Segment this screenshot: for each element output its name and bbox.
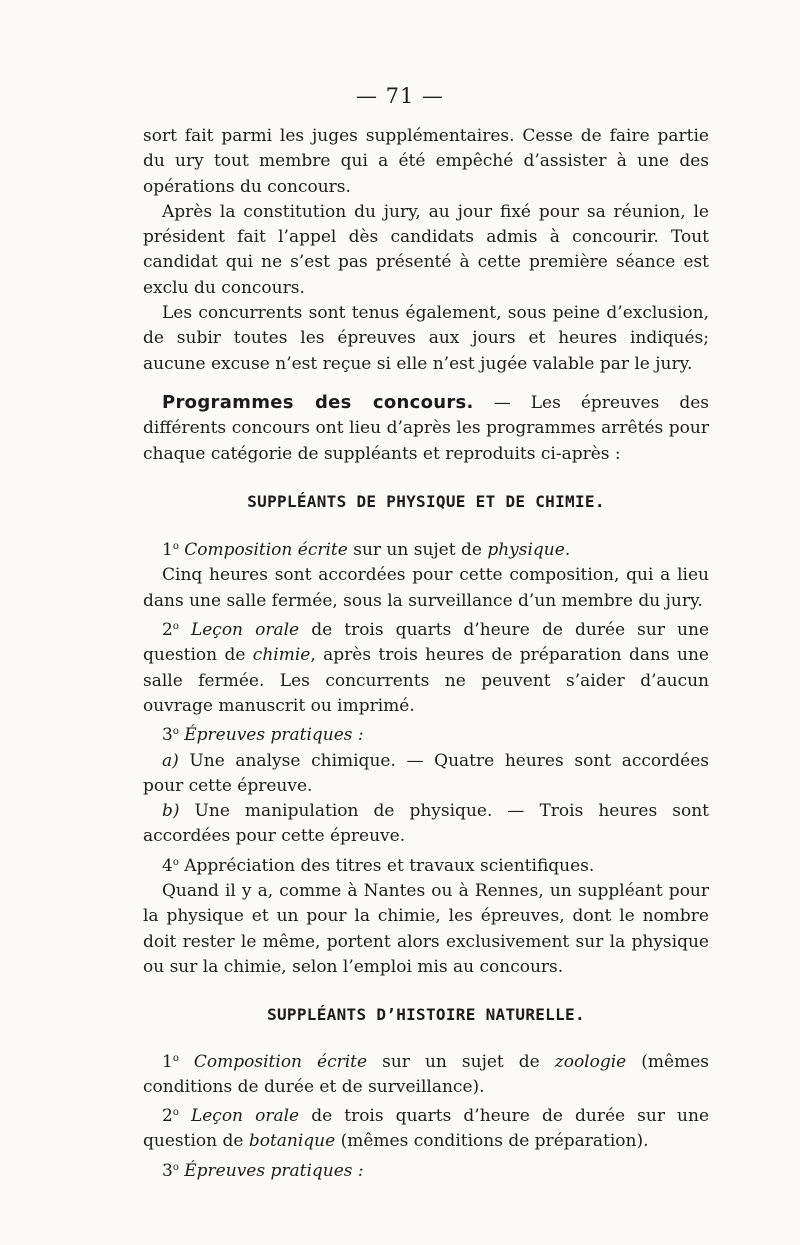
paragraph: Quand il y a, comme à Nantes ou à Rennes, un suppléant pour la physique et un pour la chimie, les épreuves, dont le nombre doit rester le même, portent alors exclusivement sur la physique ou sur la chimie, selon l’emploi mis au concours. — [143, 881, 709, 977]
list-item: 3$^o$ Épreuves pratiques : — [162, 725, 364, 746]
body-text — [143, 124, 709, 1184]
list-item: 1$^o$ Composition écrite sur un sujet de zoologie (mêmes conditions de durée et de surveillance). — [143, 1051, 709, 1097]
programmes-paragraph — [143, 390, 709, 467]
paragraph: sort fait parmi les juges supplémentaires. Cesse de faire partie du ury tout membre qui a été empêché d’assister à une des opérations du concours. — [143, 126, 709, 197]
paragraph: Cinq heures sont accordées pour cette composition, qui a lieu dans une salle fermée, sous la surveillance d’un membre du jury. — [143, 565, 709, 611]
paragraph: Après la constitution du jury, au jour fixé pour sa réunion, le président fait l’appel dès candidats admis à concourir. Tout candidat qui ne s’est pas présenté à cette première séance est exclu du concours. — [143, 201, 709, 298]
item-label: Épreuves pratiques : — [184, 725, 364, 746]
list-item: a) Une analyse chimique. — Quatre heures sont accordées pour cette épreuve. — [143, 750, 709, 796]
list-item: b) Une manipulation de physique. — Trois heures sont accordées pour cette épreuve. — [143, 801, 709, 847]
list-item: 3$^o$ Épreuves pratiques : — [162, 1160, 364, 1181]
section-title-histoire-naturelle: SUPPLÉANTS D’HISTOIRE NATURELLE. — [267, 1005, 585, 1025]
item-label: Composition écrite — [193, 1051, 368, 1072]
item-label: Leçon orale — [190, 620, 300, 641]
item-label: Leçon orale — [190, 1106, 300, 1127]
list-item: 4$^o$ Appréciation des titres et travaux scientifiques. — [162, 855, 595, 876]
list-item: 1$^o$ Composition écrite sur un sujet de physique. — [162, 540, 571, 561]
section-title-physique-chimie: SUPPLÉANTS DE PHYSIQUE ET DE CHIMIE. — [247, 491, 605, 511]
programmes-heading: Programmes des concours. — [162, 391, 474, 413]
paragraph: Les concurrents sont tenus également, sous peine d’exclusion, de subir toutes les épreuves aux jours et heures indiqués; aucune excuse n’est reçue si elle n’est jugée valable par le jury. — [143, 303, 709, 374]
page-number: — 71 — — [355, 84, 445, 108]
list-item: 2$^o$ Leçon orale de trois quarts d’heure de durée sur une question de botanique (mêmes conditions de préparation). — [143, 1106, 710, 1152]
list-item: 2$^o$ Leçon orale de trois quarts d’heure de durée sur une question de chimie, après trois heures de préparation dans une salle fermée. Les concurrents ne peuvent s’aider d’aucun ouvrage manuscrit ou imprimé. — [143, 620, 710, 716]
programmes-text: — Les épreuves des différents concours ont lieu d’après les programmes arrêtés pour chaque catégorie de suppléants et reproduits ci-après : — [143, 392, 709, 464]
item-label: Épreuves pratiques : — [184, 1160, 364, 1181]
item-label: Composition écrite — [184, 540, 348, 561]
